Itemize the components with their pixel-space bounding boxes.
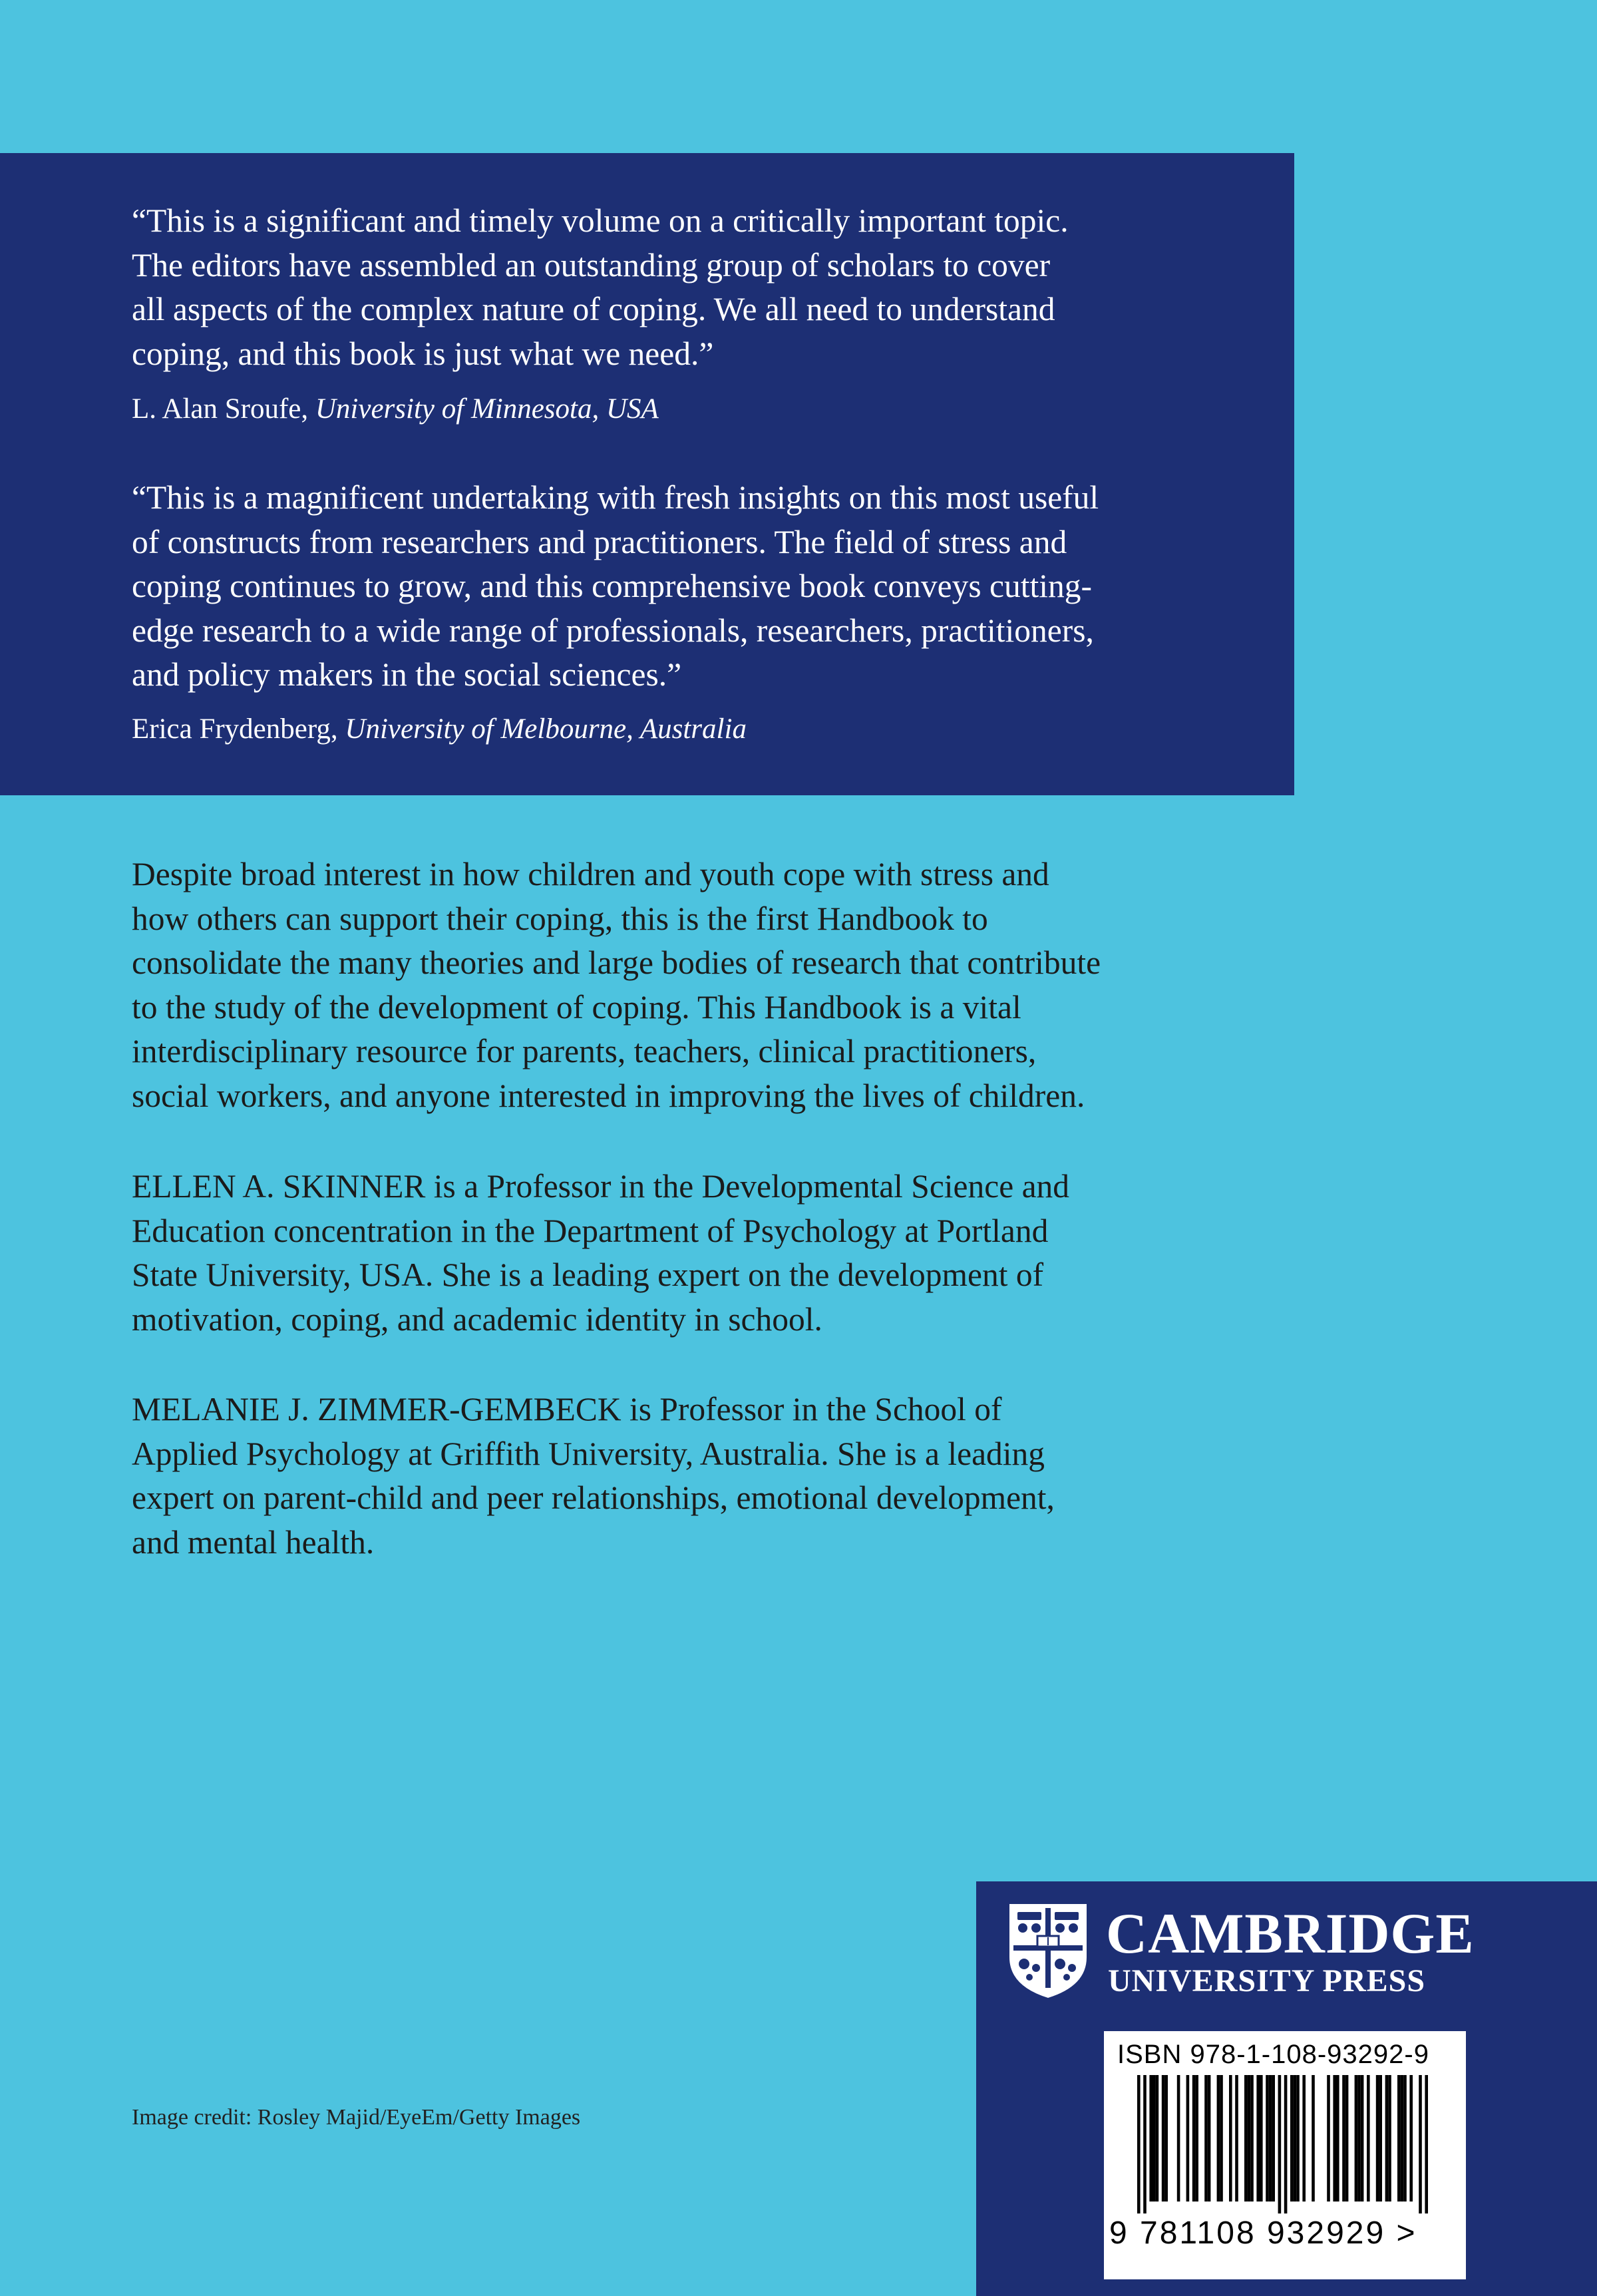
barcode-bars bbox=[1115, 2075, 1455, 2215]
book-description: Despite broad interest in how children and youth cope with stress and how others can support their coping, this is the first Handbook to consolidate the many theories and large bodies of research that contribute to the study of the development of coping. This Handbook is a vital interdisciplinary resource for parents, teachers, clinical practitioners, social workers, and anyone interested in improving the lives of children. bbox=[132, 856, 1101, 1114]
barcode-bar bbox=[1177, 2075, 1180, 2201]
barcode-bar bbox=[1244, 2075, 1248, 2201]
barcode-bar bbox=[1235, 2075, 1238, 2201]
barcode-bar bbox=[1269, 2075, 1272, 2201]
barcode-bar bbox=[1379, 2075, 1382, 2201]
publisher-panel bbox=[976, 1881, 1597, 2296]
barcode-bar bbox=[1409, 2075, 1413, 2201]
barcode-bar bbox=[1156, 2075, 1159, 2201]
image-credit: Image credit: Rosley Majid/EyeEm/Getty Images bbox=[132, 2105, 581, 2130]
review-2-quote: “This is a magnificent undertaking with fresh insights on this most useful of constructs from researchers and practitioners. The field of stress and coping continues to grow, and this comprehensive book conveys cutting- edge research to a wide range of professionals, researchers, practitioners, and policy makers in the social sciences.” bbox=[132, 479, 1099, 693]
barcode-bar bbox=[1143, 2075, 1147, 2213]
barcode-bar bbox=[1367, 2075, 1370, 2201]
barcode-bar bbox=[1385, 2075, 1389, 2201]
review-1-affiliation: University of Minnesota, USA bbox=[315, 393, 659, 425]
barcode-bar bbox=[1192, 2075, 1196, 2201]
editor-1-bio: ELLEN A. SKINNER is a Professor in the Developmental Science and Education concentration in the Department of Psychology at Portland State University, USA. She is a leading expert on the development of motivation, coping, and academic identity in school. bbox=[132, 1168, 1070, 1338]
barcode-bar bbox=[1401, 2075, 1404, 2201]
barcode-bar bbox=[1403, 2075, 1407, 2201]
barcode-bar bbox=[1336, 2075, 1339, 2201]
barcode-bar bbox=[1266, 2075, 1269, 2201]
review-1-attribution bbox=[132, 391, 659, 428]
barcode-bar bbox=[1272, 2075, 1275, 2201]
barcode-bar bbox=[1425, 2075, 1428, 2213]
review-2-affiliation: University of Melbourne, Australia bbox=[345, 713, 747, 745]
review-2-author: Erica Frydenberg, bbox=[132, 713, 338, 745]
review-panel bbox=[0, 153, 1294, 795]
barcode-bar bbox=[1260, 2075, 1263, 2201]
review-1-quote: “This is a significant and timely volume on a critically important topic. The editors have assembled an outstanding group of scholars to cover all aspects of the complex nature of coping. We all need to understand coping, and this book is just what we need.” bbox=[132, 202, 1069, 372]
barcode-bar bbox=[1312, 2075, 1315, 2201]
barcode-bar bbox=[1294, 2075, 1297, 2201]
publisher-name: CAMBRIDGE bbox=[1106, 1901, 1475, 1965]
barcode-bar bbox=[1345, 2075, 1349, 2201]
barcode-bar bbox=[1149, 2075, 1153, 2201]
barcode-bar bbox=[1296, 2075, 1300, 2201]
barcode-bar bbox=[1164, 2075, 1168, 2201]
barcode-bar bbox=[1217, 2075, 1220, 2201]
barcode-bar bbox=[1376, 2075, 1379, 2201]
barcode-bar bbox=[1342, 2075, 1345, 2201]
barcode-bar bbox=[1208, 2075, 1211, 2201]
isbn-label: ISBN 978-1-108-93292-9 bbox=[1117, 2040, 1429, 2069]
barcode-bar bbox=[1327, 2075, 1330, 2201]
barcode-bar bbox=[1355, 2075, 1358, 2201]
publisher-subtitle: UNIVERSITY PRESS bbox=[1108, 1963, 1426, 1999]
editor-2-bio: MELANIE J. ZIMMER-GEMBECK is Professor in the School of Applied Psychology at Griffith University, Australia. She is a leading expert on parent-child and peer relationships, emotional development, and mental health. bbox=[132, 1391, 1055, 1561]
barcode-bar bbox=[1302, 2075, 1306, 2201]
barcode-bar bbox=[1333, 2075, 1336, 2201]
isbn-barcode bbox=[1104, 2031, 1466, 2279]
barcode-bar bbox=[1137, 2075, 1141, 2213]
barcode-bar bbox=[1290, 2075, 1294, 2201]
barcode-bar bbox=[1153, 2075, 1156, 2201]
barcode-bar bbox=[1388, 2075, 1391, 2201]
barcode-bar bbox=[1361, 2075, 1364, 2201]
barcode-bar bbox=[1248, 2075, 1251, 2201]
review-2-attribution bbox=[132, 711, 747, 748]
barcode-bar bbox=[1204, 2075, 1208, 2201]
barcode-bar bbox=[1419, 2075, 1422, 2213]
cambridge-crest-icon bbox=[1008, 1903, 1088, 1999]
barcode-bar bbox=[1284, 2075, 1288, 2213]
barcode-bar bbox=[1186, 2075, 1190, 2201]
barcode-bar bbox=[1220, 2075, 1223, 2201]
barcode-bar bbox=[1397, 2075, 1401, 2201]
barcode-bar bbox=[1195, 2075, 1198, 2201]
barcode-bar bbox=[1357, 2075, 1361, 2201]
barcode-bar bbox=[1256, 2075, 1260, 2201]
barcode-bar bbox=[1162, 2075, 1165, 2201]
barcode-digits: 9 781108 932929 > bbox=[1109, 2215, 1417, 2251]
barcode-bar bbox=[1229, 2075, 1232, 2201]
review-1-author: L. Alan Sroufe, bbox=[132, 393, 309, 425]
barcode-bar bbox=[1278, 2075, 1282, 2213]
barcode-bar bbox=[1250, 2075, 1254, 2201]
